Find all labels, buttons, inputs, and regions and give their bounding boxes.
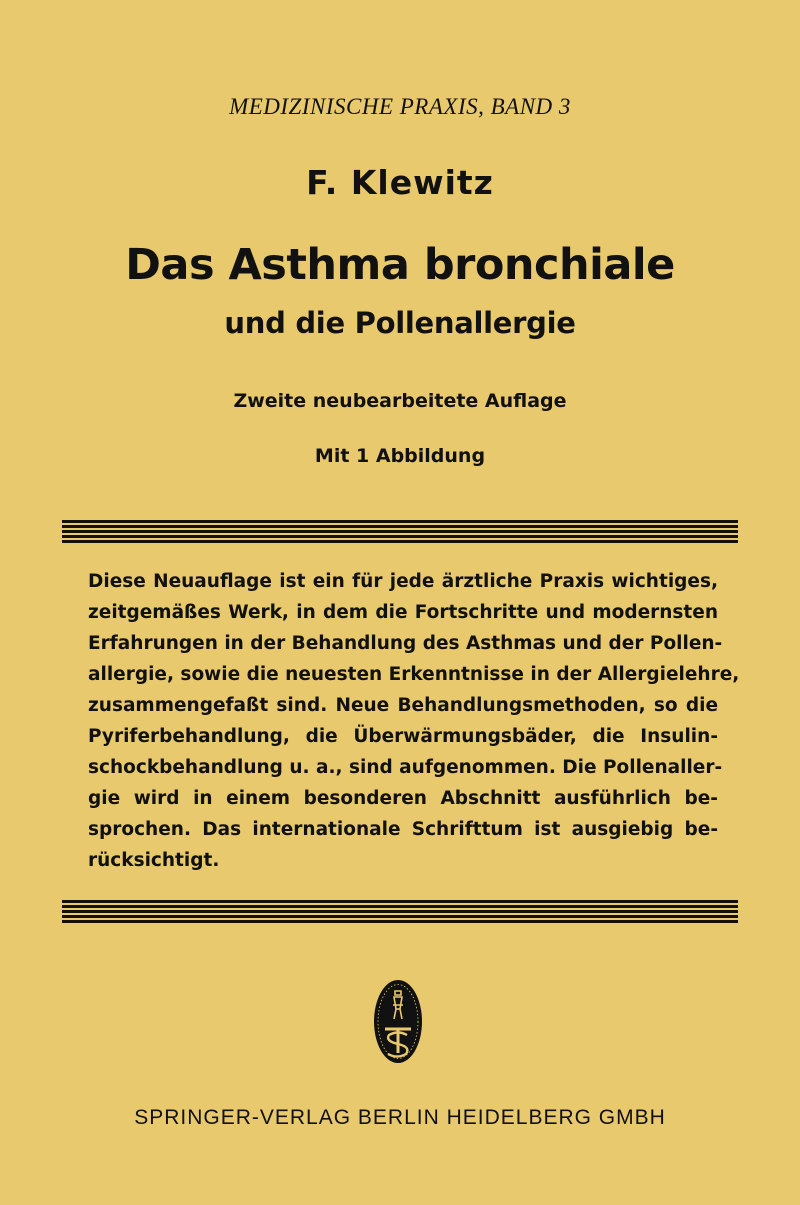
blurb-line: Erfahrungen in der Behandlung des Asthmas und der Pollen- xyxy=(88,633,723,654)
book-title: Das Asthma bronchiale xyxy=(125,240,675,290)
blurb-line: allergie, sowie die neuesten Erkenntnisse in der Allergielehre, xyxy=(88,664,740,685)
edition-note: Zweite neubearbeitete Auflage xyxy=(233,390,567,412)
blurb-text xyxy=(88,566,740,876)
book-subtitle: und die Pollenallergie xyxy=(224,306,576,340)
blurb-line: zeitgemäßes Werk, in dem die Fortschritte und modernsten xyxy=(88,602,718,623)
series-title: MEDIZINISCHE PRAXIS, BAND 3 xyxy=(229,94,571,119)
publisher-name: SPRINGER-VERLAG BERLIN HEIDELBERG GMBH xyxy=(134,1106,666,1129)
blurb-line: rücksichtigt. xyxy=(88,850,220,871)
blurb-line: Pyriferbehandlung, die Überwärmungsbäder, die Insulin- xyxy=(88,726,718,747)
figures-note: Mit 1 Abbildung xyxy=(314,445,486,467)
blurb-line: sprochen. Das internationale Schrifttum ist ausgiebig be- xyxy=(88,819,718,840)
author-name: F. Klewitz xyxy=(306,163,494,202)
blurb-line: zusammengefaßt sind. Neue Behandlungsmethoden, so die xyxy=(88,695,718,716)
blurb-line: gie wird in einem besonderen Abschnitt ausführlich be- xyxy=(88,788,718,809)
springer-logo-icon xyxy=(373,979,423,1064)
blurb-line: Diese Neuauflage ist ein für jede ärztliche Praxis wichtiges, xyxy=(88,571,718,592)
decorative-rules-top xyxy=(62,520,738,544)
blurb-line: schockbehandlung u. a., sind aufgenommen. Die Pollenaller- xyxy=(88,757,723,778)
decorative-rules-bottom xyxy=(62,900,738,924)
